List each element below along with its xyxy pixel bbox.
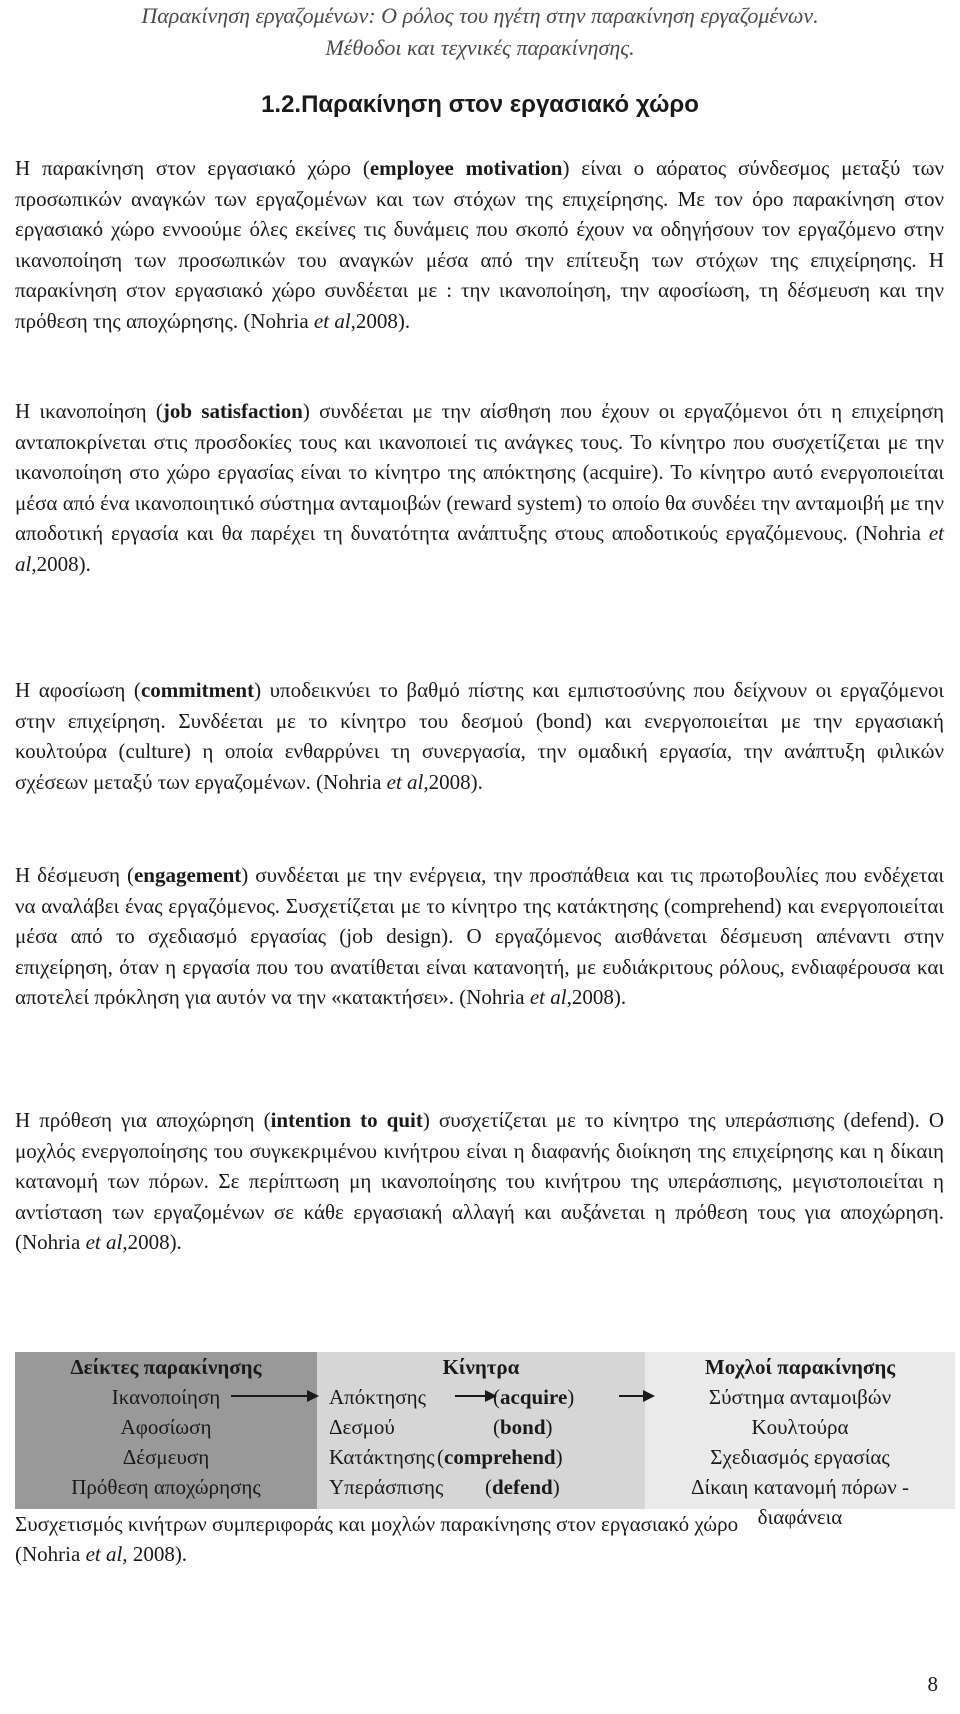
arrow-right-icon (619, 1395, 653, 1397)
section-title: 1.2.Παρακίνηση στον εργασιακό χώρο (261, 91, 699, 118)
table-caption-line-2: (Nohria et al, 2008). (15, 1542, 188, 1566)
table-cell: Κουλτούρα (751, 1415, 849, 1439)
table-column-levers (645, 1352, 955, 1529)
paragraph-intention-to-quit: Η πρόθεση για αποχώρηση (intention to quit) συσχετίζεται με το κίνητρο της υπεράσπισης (defend). Ο μοχλός ενεργοποίησης του συγκεκριμένου κινήτρου είναι η διαφανής διοίκηση της επιχείρησης και η δίκαιη κατανομή των πόρων. Σε περίπτωση μη ικανοποίησης του κινήτρου της υπεράσπισης, μεγιστοποιείται η αντίσταση των εργαζομένων σε κάθε εργασιακή αλλαγή και αυξάνεται η πρόθεση τους για αποχώρηση. (Nohria et al,2008). (15, 1108, 944, 1254)
table-caption-line-1: Συσχετισμός κινήτρων συμπεριφοράς και μοχλών παρακίνησης στον εργασιακό χώρο (15, 1512, 739, 1536)
arrow-right-icon (231, 1395, 317, 1397)
table-cell: Απόκτησης (acquire) (329, 1385, 575, 1409)
table-header-levers: Μοχλοί παρακίνησης (704, 1355, 896, 1379)
running-header (0, 0, 960, 64)
running-header-line-2: Μέθοδοι και τεχνικές παρακίνησης. (325, 35, 635, 60)
table-cell: Δίκαιη κατανομή πόρων - (691, 1475, 909, 1499)
table-cell: Σχεδιασμός εργασίας (710, 1445, 890, 1469)
table-cell: Πρόθεση αποχώρησης (71, 1475, 261, 1499)
table-caption (15, 1509, 944, 1569)
table-cell: διαφάνεια (757, 1505, 843, 1529)
paragraph-employee-motivation: Η παρακίνηση στον εργασιακό χώρο (employee motivation) είναι ο αόρατος σύνδεσμος μεταξύ των προσωπικών αναγκών των εργαζομένων και των στόχων της επιχείρησης. Με τον όρο παρακίνηση στον εργασιακό χώρο εννοούμε όλες εκείνες τις δυνάμεις που σκοπό έχουν να οδηγήσουν τον εργαζόμενο στην ικανοποίηση των προσωπικών του αναγκών μέσα από την επίτευξη των στόχων της επιχείρησης. Η παρακίνηση στον εργασιακό χώρο συνδέεται με : την ικανοποίηση, την αφοσίωση, τη δέσμευση και την πρόθεση της αποχώρησης. (Nohria et al,2008). (15, 156, 944, 333)
term-intention-to-quit: intention to quit (270, 1108, 423, 1132)
table-cell: Κατάκτησης (comprehend) (329, 1445, 563, 1469)
paragraph-commitment: Η αφοσίωση (commitment) υποδεικνύει το βαθμό πίστης και εμπιστοσύνης που δείχνουν οι εργαζόμενοι στην επιχείρηση. Συνδέεται με το κίνητρο του δεσμού (bond) και ενεργοποιείται με την εργασιακή κουλτούρα (culture) η οποία ενθαρρύνει τη συνεργασία, την ομαδική εργασία, την ανάπτυξη φιλικών σχέσεων μεταξύ των εργαζομένων. (Nohria et al,2008). (15, 678, 944, 794)
table-cell: Ικανοποίηση (111, 1385, 221, 1409)
table-cell: Υπεράσπισης (defend) (329, 1475, 560, 1499)
paragraph-engagement: Η δέσμευση (engagement) συνδέεται με την ενέργεια, την προσπάθεια και τις πρωτοβουλίες που ενδέχεται να αναλάβει ένας εργαζόμενος. Συσχετίζεται με το κίνητρο της κατάκτησης (comprehend) και ενεργοποιείται μέσα από το σχεδιασμό εργασίας (job design). Ο εργαζόμενος αισθάνεται δέσμευση απέναντι στην επιχείρηση, όταν η εργασία που του ανατίθεται είναι κατανοητή, με ευδιάκριτους ρόλους, ενδιαφέρουσα και αποτελεί πρόκληση για αυτόν να την «κατακτήσει». (Nohria et al,2008). (15, 863, 944, 1009)
paragraph-job-satisfaction: Η ικανοποίηση (job satisfaction) συνδέεται με την αίσθηση που έχουν οι εργαζόμενοι ότι η επιχείρηση ανταποκρίνεται στις προσδοκίες τους και ικανοποιεί τις ανάγκες τους. Το κίνητρο που συσχετίζεται με την ικανοποίηση στο χώρο εργασίας είναι το κίνητρο της απόκτησης (acquire). Το κίνητρο αυτό ενεργοποιείται μέσα από ένα ικανοποιητικό σύστημα ανταμοιβών (reward system) το οποίο θα συνδέει την ανταμοιβή με την αποδοτική εργασία και θα παρέχει τη δυνατότητα ανάπτυξης στους αποδοτικούς εργαζόμενους. (Nohria et al,2008). (15, 399, 944, 576)
table-cell: Σύστημα ανταμοιβών (708, 1385, 892, 1409)
table-column-motives (317, 1352, 645, 1509)
running-header-line-1: Παρακίνηση εργαζομένων: Ο ρόλος του ηγέτη στην παρακίνηση εργαζομένων. (141, 3, 819, 28)
term-employee-motivation: employee motivation (369, 156, 563, 180)
table-column-indicators (15, 1352, 317, 1509)
table-cell: Αφοσίωση (120, 1415, 212, 1439)
page-number: 8 (927, 1672, 938, 1696)
table-cell: Δεσμού (bond) (329, 1415, 553, 1439)
term-commitment: commitment (140, 678, 255, 702)
term-engagement: engagement (133, 863, 242, 887)
table-header-motives: Κίνητρα (442, 1355, 520, 1379)
term-job-satisfaction: job satisfaction (162, 399, 303, 423)
table-cell: Δέσμευση (122, 1445, 210, 1469)
table-header-indicators: Δείκτες παρακίνησης (70, 1355, 262, 1379)
arrow-right-icon (455, 1395, 495, 1397)
